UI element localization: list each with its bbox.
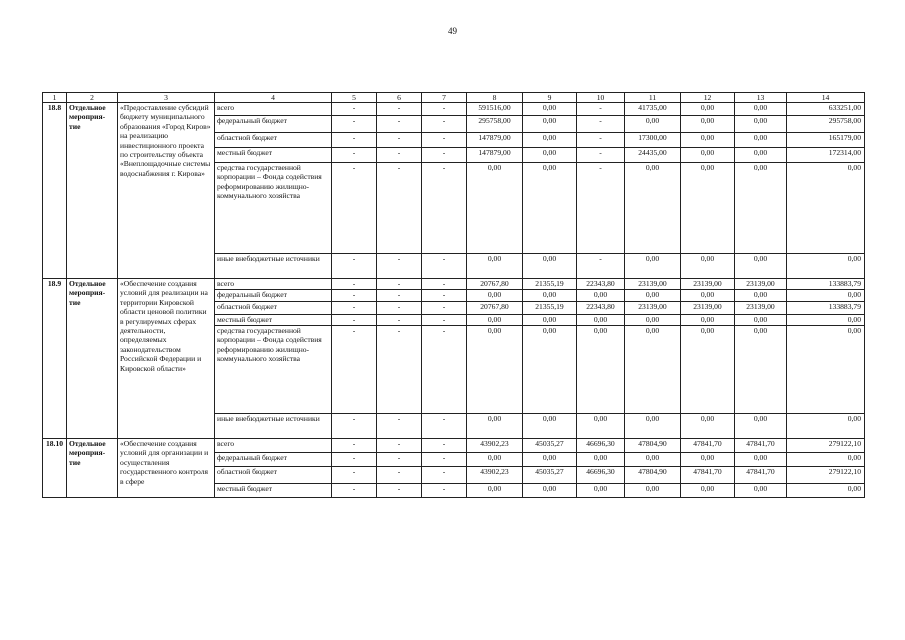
value-cell-col-5: -	[332, 453, 377, 467]
value-cell-col-9: 0,00	[523, 254, 577, 279]
value-cell-col-14: 633251,00	[787, 103, 865, 116]
value-cell-col-12: 0,00	[681, 326, 735, 414]
value-cell-col-12: 23139,00	[681, 302, 735, 315]
value-cell-col-14: 279122,10	[787, 439, 865, 453]
value-cell-col-9: 0,00	[523, 133, 577, 148]
event-number: 18.10	[43, 439, 67, 498]
value-cell-col-8: 20767,80	[467, 302, 523, 315]
value-cell-col-9: 0,00	[523, 453, 577, 467]
value-cell-col-14: 0,00	[787, 254, 865, 279]
value-cell-col-11: 0,00	[625, 453, 681, 467]
column-header-3: 3	[118, 93, 215, 103]
event-name: «Обеспечение создания условий для реализации на территории Кировской области ценовой политики в регулируемых сферах деятельности, определяемых законодательством Российской Федерации и Кировской области»	[118, 279, 215, 439]
value-cell-col-5: -	[332, 279, 377, 290]
value-cell-col-12: 0,00	[681, 148, 735, 163]
value-cell-col-9: 0,00	[523, 414, 577, 439]
value-cell-col-7: -	[422, 326, 467, 414]
value-cell-col-5: -	[332, 290, 377, 302]
column-header-4: 4	[215, 93, 332, 103]
value-cell-col-7: -	[422, 148, 467, 163]
value-cell-col-14: 172314,00	[787, 148, 865, 163]
value-cell-col-10: -	[577, 163, 625, 254]
column-header-10: 10	[577, 93, 625, 103]
value-cell-col-5: -	[332, 116, 377, 133]
value-cell-col-14: 279122,10	[787, 467, 865, 484]
value-cell-col-6: -	[377, 484, 422, 498]
value-cell-col-8: 0,00	[467, 254, 523, 279]
value-cell-col-12: 0,00	[681, 484, 735, 498]
value-cell-col-12: 0,00	[681, 103, 735, 116]
value-cell-col-10: 0,00	[577, 290, 625, 302]
value-cell-col-6: -	[377, 254, 422, 279]
value-cell-col-11: 0,00	[625, 116, 681, 133]
column-header-13: 13	[735, 93, 787, 103]
value-cell-col-5: -	[332, 326, 377, 414]
value-cell-col-13: 0,00	[735, 315, 787, 326]
event-kind: Отдельное мероприя-тие	[67, 439, 118, 498]
value-cell-col-6: -	[377, 439, 422, 453]
value-cell-col-11: 0,00	[625, 254, 681, 279]
value-cell-col-9: 0,00	[523, 484, 577, 498]
column-header-11: 11	[625, 93, 681, 103]
value-cell-col-13: 0,00	[735, 484, 787, 498]
value-cell-col-6: -	[377, 414, 422, 439]
value-cell-col-10: 0,00	[577, 315, 625, 326]
value-cell-col-10: -	[577, 103, 625, 116]
value-cell-col-8: 0,00	[467, 453, 523, 467]
value-cell-col-14: 165179,00	[787, 133, 865, 148]
value-cell-col-8: 0,00	[467, 290, 523, 302]
value-cell-col-10: 22343,80	[577, 302, 625, 315]
value-cell-col-12: 23139,00	[681, 279, 735, 290]
event-kind: Отдельное мероприя-тие	[67, 279, 118, 439]
value-cell-col-12: 0,00	[681, 163, 735, 254]
value-cell-col-14: 0,00	[787, 453, 865, 467]
table-body	[43, 103, 865, 498]
value-cell-col-9: 0,00	[523, 116, 577, 133]
value-cell-col-8: 43902,23	[467, 467, 523, 484]
value-cell-col-13: 47841,70	[735, 439, 787, 453]
value-cell-col-9: 21355,19	[523, 302, 577, 315]
value-cell-col-9: 0,00	[523, 163, 577, 254]
funding-source: иные внебюджетные источники	[215, 414, 332, 439]
value-cell-col-13: 0,00	[735, 326, 787, 414]
value-cell-col-6: -	[377, 116, 422, 133]
value-cell-col-9: 0,00	[523, 315, 577, 326]
value-cell-col-10: -	[577, 254, 625, 279]
value-cell-col-13: 0,00	[735, 414, 787, 439]
value-cell-col-14: 133883,79	[787, 279, 865, 290]
value-cell-col-11: 0,00	[625, 163, 681, 254]
value-cell-col-10: 0,00	[577, 453, 625, 467]
column-header-7: 7	[422, 93, 467, 103]
funding-source: федеральный бюджет	[215, 290, 332, 302]
value-cell-col-13: 0,00	[735, 103, 787, 116]
funding-source: средства государственной корпорации – Фонда содействия реформированию жилищно-коммунального хозяйства	[215, 163, 332, 254]
value-cell-col-6: -	[377, 315, 422, 326]
value-cell-col-13: 0,00	[735, 254, 787, 279]
value-cell-col-10: 46696,30	[577, 467, 625, 484]
value-cell-col-5: -	[332, 103, 377, 116]
value-cell-col-5: -	[332, 133, 377, 148]
value-cell-col-7: -	[422, 439, 467, 453]
value-cell-col-6: -	[377, 148, 422, 163]
funding-source: местный бюджет	[215, 484, 332, 498]
value-cell-col-12: 47841,70	[681, 467, 735, 484]
value-cell-col-8: 20767,80	[467, 279, 523, 290]
event-number: 18.9	[43, 279, 67, 439]
column-header-row	[43, 93, 865, 103]
funding-source: всего	[215, 439, 332, 453]
value-cell-col-5: -	[332, 439, 377, 453]
value-cell-col-13: 23139,00	[735, 302, 787, 315]
value-cell-col-10: -	[577, 148, 625, 163]
value-cell-col-6: -	[377, 103, 422, 116]
value-cell-col-14: 0,00	[787, 414, 865, 439]
funding-source: областной бюджет	[215, 133, 332, 148]
value-cell-col-11: 41735,00	[625, 103, 681, 116]
table-row	[43, 279, 865, 290]
value-cell-col-7: -	[422, 133, 467, 148]
value-cell-col-10: -	[577, 116, 625, 133]
funding-source: всего	[215, 279, 332, 290]
value-cell-col-7: -	[422, 163, 467, 254]
funding-source: средства государственной корпорации – Фонда содействия реформированию жилищно-коммунального хозяйства	[215, 326, 332, 414]
value-cell-col-14: 0,00	[787, 290, 865, 302]
funding-source: всего	[215, 103, 332, 116]
value-cell-col-10: 0,00	[577, 414, 625, 439]
value-cell-col-7: -	[422, 315, 467, 326]
value-cell-col-9: 21355,19	[523, 279, 577, 290]
event-name: «Обеспечение создания условий для организации и осуществления государственного контроля в сфере	[118, 439, 215, 498]
value-cell-col-12: 0,00	[681, 453, 735, 467]
value-cell-col-9: 0,00	[523, 103, 577, 116]
value-cell-col-14: 0,00	[787, 315, 865, 326]
value-cell-col-7: -	[422, 116, 467, 133]
value-cell-col-11: 0,00	[625, 290, 681, 302]
value-cell-col-8: 147879,00	[467, 148, 523, 163]
value-cell-col-13: 0,00	[735, 148, 787, 163]
value-cell-col-11: 0,00	[625, 315, 681, 326]
column-header-9: 9	[523, 93, 577, 103]
value-cell-col-6: -	[377, 133, 422, 148]
funding-source: местный бюджет	[215, 315, 332, 326]
value-cell-col-13: 0,00	[735, 290, 787, 302]
value-cell-col-14: 295758,00	[787, 116, 865, 133]
value-cell-col-9: 0,00	[523, 148, 577, 163]
funding-source: иные внебюджетные источники	[215, 254, 332, 279]
funding-source: федеральный бюджет	[215, 116, 332, 133]
value-cell-col-7: -	[422, 279, 467, 290]
value-cell-col-11: 23139,00	[625, 279, 681, 290]
value-cell-col-12: 47841,70	[681, 439, 735, 453]
value-cell-col-13: 0,00	[735, 163, 787, 254]
funding-source: местный бюджет	[215, 148, 332, 163]
value-cell-col-9: 45035,27	[523, 439, 577, 453]
column-header-12: 12	[681, 93, 735, 103]
value-cell-col-8: 0,00	[467, 163, 523, 254]
event-number: 18.8	[43, 103, 67, 279]
column-header-6: 6	[377, 93, 422, 103]
value-cell-col-13: 23139,00	[735, 279, 787, 290]
table-row	[43, 439, 865, 453]
column-header-5: 5	[332, 93, 377, 103]
value-cell-col-5: -	[332, 484, 377, 498]
value-cell-col-12: 0,00	[681, 414, 735, 439]
value-cell-col-7: -	[422, 414, 467, 439]
value-cell-col-7: -	[422, 290, 467, 302]
value-cell-col-8: 0,00	[467, 315, 523, 326]
value-cell-col-11: 0,00	[625, 326, 681, 414]
value-cell-col-11: 23139,00	[625, 302, 681, 315]
value-cell-col-7: -	[422, 467, 467, 484]
value-cell-col-6: -	[377, 290, 422, 302]
value-cell-col-10: 0,00	[577, 326, 625, 414]
value-cell-col-5: -	[332, 254, 377, 279]
value-cell-col-5: -	[332, 302, 377, 315]
value-cell-col-7: -	[422, 302, 467, 315]
value-cell-col-13: 0,00	[735, 116, 787, 133]
value-cell-col-10: 0,00	[577, 484, 625, 498]
value-cell-col-6: -	[377, 163, 422, 254]
value-cell-col-14: 0,00	[787, 326, 865, 414]
value-cell-col-8: 0,00	[467, 326, 523, 414]
value-cell-col-12: 0,00	[681, 116, 735, 133]
value-cell-col-13: 0,00	[735, 133, 787, 148]
value-cell-col-8: 0,00	[467, 414, 523, 439]
value-cell-col-5: -	[332, 467, 377, 484]
event-kind: Отдельное мероприя-тие	[67, 103, 118, 279]
budget-table	[42, 92, 865, 498]
column-header-14: 14	[787, 93, 865, 103]
value-cell-col-6: -	[377, 467, 422, 484]
value-cell-col-5: -	[332, 414, 377, 439]
value-cell-col-8: 0,00	[467, 484, 523, 498]
value-cell-col-6: -	[377, 326, 422, 414]
value-cell-col-5: -	[332, 315, 377, 326]
value-cell-col-11: 0,00	[625, 414, 681, 439]
funding-source: областной бюджет	[215, 467, 332, 484]
value-cell-col-8: 295758,00	[467, 116, 523, 133]
value-cell-col-8: 591516,00	[467, 103, 523, 116]
value-cell-col-11: 47804,90	[625, 467, 681, 484]
value-cell-col-7: -	[422, 453, 467, 467]
value-cell-col-8: 147879,00	[467, 133, 523, 148]
column-header-8: 8	[467, 93, 523, 103]
value-cell-col-5: -	[332, 148, 377, 163]
value-cell-col-14: 133883,79	[787, 302, 865, 315]
value-cell-col-10: 22343,80	[577, 279, 625, 290]
value-cell-col-12: 0,00	[681, 254, 735, 279]
value-cell-col-13: 47841,70	[735, 467, 787, 484]
value-cell-col-14: 0,00	[787, 163, 865, 254]
value-cell-col-12: 0,00	[681, 290, 735, 302]
column-header-1: 1	[43, 93, 67, 103]
value-cell-col-12: 0,00	[681, 315, 735, 326]
value-cell-col-5: -	[332, 163, 377, 254]
value-cell-col-9: 0,00	[523, 290, 577, 302]
value-cell-col-8: 43902,23	[467, 439, 523, 453]
event-name: «Предоставление субсидий бюджету муниципального образования «Город Киров» на реализацию инвестиционного проекта по строительству объекта «Внеплощадочные системы водоснабжения г. Кирова»	[118, 103, 215, 279]
value-cell-col-9: 0,00	[523, 326, 577, 414]
value-cell-col-10: 46696,30	[577, 439, 625, 453]
value-cell-col-6: -	[377, 279, 422, 290]
value-cell-col-7: -	[422, 103, 467, 116]
value-cell-col-6: -	[377, 302, 422, 315]
value-cell-col-7: -	[422, 484, 467, 498]
value-cell-col-13: 0,00	[735, 453, 787, 467]
value-cell-col-6: -	[377, 453, 422, 467]
value-cell-col-10: -	[577, 133, 625, 148]
value-cell-col-11: 47804,90	[625, 439, 681, 453]
value-cell-col-7: -	[422, 254, 467, 279]
value-cell-col-14: 0,00	[787, 484, 865, 498]
column-header-2: 2	[67, 93, 118, 103]
funding-source: областной бюджет	[215, 302, 332, 315]
value-cell-col-12: 0,00	[681, 133, 735, 148]
value-cell-col-11: 0,00	[625, 484, 681, 498]
page-number: 49	[448, 26, 457, 36]
table-row	[43, 103, 865, 116]
value-cell-col-11: 24435,00	[625, 148, 681, 163]
value-cell-col-9: 45035,27	[523, 467, 577, 484]
funding-source: федеральный бюджет	[215, 453, 332, 467]
value-cell-col-11: 17300,00	[625, 133, 681, 148]
